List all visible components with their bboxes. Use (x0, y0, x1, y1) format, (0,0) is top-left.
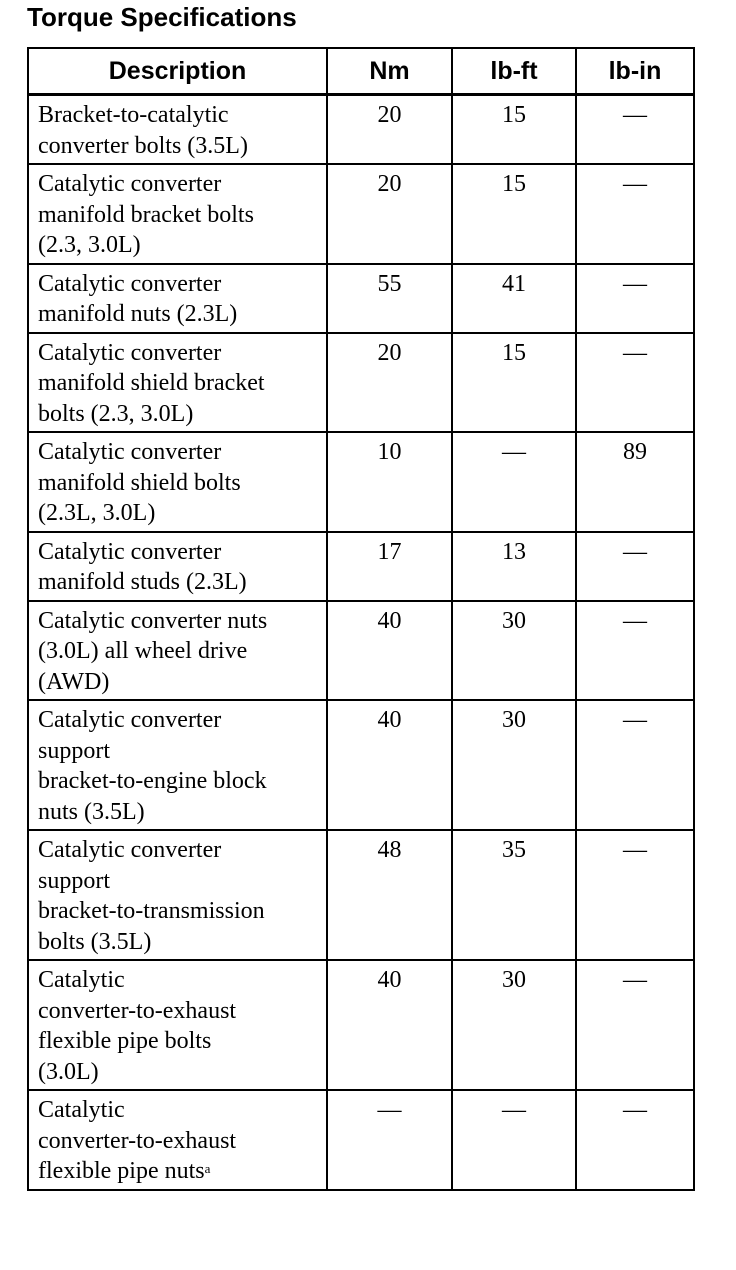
col-header-lbft: lb-ft (452, 48, 576, 95)
table-row (28, 601, 694, 701)
description-line: manifold bracket bolts (38, 201, 254, 228)
description-line: manifold shield bracket (38, 370, 265, 396)
table-row (28, 164, 694, 264)
nm-cell: 55 (327, 264, 452, 333)
description-line: Catalytic converter (38, 439, 222, 465)
nm-cell: 20 (327, 164, 452, 264)
description-cell (28, 830, 327, 960)
lbin-cell: — (576, 601, 694, 701)
description-line-text: flexible pipe nuts (38, 1158, 205, 1184)
description-line: (AWD) (38, 668, 110, 695)
description-line: converter bolts (3.5L) (38, 132, 248, 159)
lbin-cell: — (576, 95, 694, 165)
description-line: Catalytic converter (38, 837, 222, 863)
lbft-cell: 30 (452, 960, 576, 1090)
table-row (28, 333, 694, 433)
description-line: (3.0L) (38, 1058, 99, 1085)
nm-cell: 48 (327, 830, 452, 960)
nm-cell: 40 (327, 960, 452, 1090)
description-line: (3.0L) all wheel drive (38, 638, 248, 664)
lbft-cell: 35 (452, 830, 576, 960)
description-line: flexible pipe bolts (38, 1028, 212, 1054)
nm-cell: 20 (327, 333, 452, 433)
torque-spec-table (27, 47, 695, 1191)
description-line: bracket-to-engine block (38, 768, 267, 794)
description-line: Catalytic (38, 967, 125, 993)
lbin-cell: — (576, 264, 694, 333)
description-line: Bracket-to-catalytic (38, 102, 229, 128)
description-line: Catalytic converter (38, 538, 222, 565)
table-row (28, 532, 694, 601)
lbin-cell: — (576, 164, 694, 264)
lbft-cell: — (452, 1090, 576, 1190)
description-cell (28, 164, 327, 264)
lbft-cell: 15 (452, 95, 576, 165)
table-row (28, 830, 694, 960)
lbin-cell: 89 (576, 432, 694, 532)
description-line: Catalytic converter (38, 270, 222, 297)
description-cell (28, 1090, 327, 1190)
description-line: Catalytic converter (38, 171, 222, 197)
description-cell (28, 264, 327, 333)
table-row (28, 1090, 694, 1190)
nm-cell: 20 (327, 95, 452, 165)
lbft-cell: 41 (452, 264, 576, 333)
description-cell (28, 601, 327, 701)
lbin-cell: — (576, 333, 694, 433)
description-line: manifold shield bolts (38, 469, 241, 496)
description-line: converter-to-exhaust (38, 1127, 237, 1154)
description-cell (28, 700, 327, 830)
lbft-cell: 15 (452, 164, 576, 264)
description-line: support (38, 737, 110, 764)
nm-cell: 10 (327, 432, 452, 532)
table-row (28, 432, 694, 532)
description-line: (2.3, 3.0L) (38, 232, 141, 258)
col-header-nm: Nm (327, 48, 452, 95)
description-line: bracket-to-transmission (38, 898, 265, 924)
description-line: Catalytic (38, 1097, 125, 1123)
table-row (28, 95, 694, 165)
description-cell (28, 432, 327, 532)
table-header-row (28, 48, 694, 95)
nm-cell: 17 (327, 532, 452, 601)
lbft-cell: 15 (452, 333, 576, 433)
nm-cell: — (327, 1090, 452, 1190)
lbin-cell: — (576, 830, 694, 960)
table-row (28, 264, 694, 333)
lbin-cell: — (576, 1090, 694, 1190)
description-cell (28, 333, 327, 433)
description-line: Catalytic converter nuts (38, 607, 268, 634)
col-header-description: Description (28, 48, 327, 95)
lbin-cell: — (576, 960, 694, 1090)
table-row (28, 960, 694, 1090)
description-line: converter-to-exhaust (38, 997, 237, 1024)
description-line: support (38, 867, 110, 894)
nm-cell: 40 (327, 601, 452, 701)
description-cell (28, 532, 327, 601)
description-line: Catalytic converter (38, 339, 222, 366)
description-line: Catalytic converter (38, 707, 222, 733)
col-header-lbin: lb-in (576, 48, 694, 95)
lbft-cell: 13 (452, 532, 576, 601)
description-cell (28, 960, 327, 1090)
description-line: manifold nuts (2.3L) (38, 301, 238, 327)
table-body (28, 95, 694, 1190)
description-line: manifold studs (2.3L) (38, 569, 247, 595)
footnote-marker: a (204, 1161, 211, 1176)
description-line: bolts (3.5L) (38, 928, 152, 955)
table-row (28, 700, 694, 830)
lbft-cell: — (452, 432, 576, 532)
lbin-cell: — (576, 532, 694, 601)
description-line (38, 1156, 322, 1187)
description-line: (2.3L, 3.0L) (38, 500, 156, 526)
description-line: nuts (3.5L) (38, 798, 145, 825)
lbft-cell: 30 (452, 700, 576, 830)
lbft-cell: 30 (452, 601, 576, 701)
description-line: bolts (2.3, 3.0L) (38, 400, 194, 427)
page-title: Torque Specifications (27, 2, 297, 32)
nm-cell: 40 (327, 700, 452, 830)
description-cell (28, 95, 327, 165)
lbin-cell: — (576, 700, 694, 830)
